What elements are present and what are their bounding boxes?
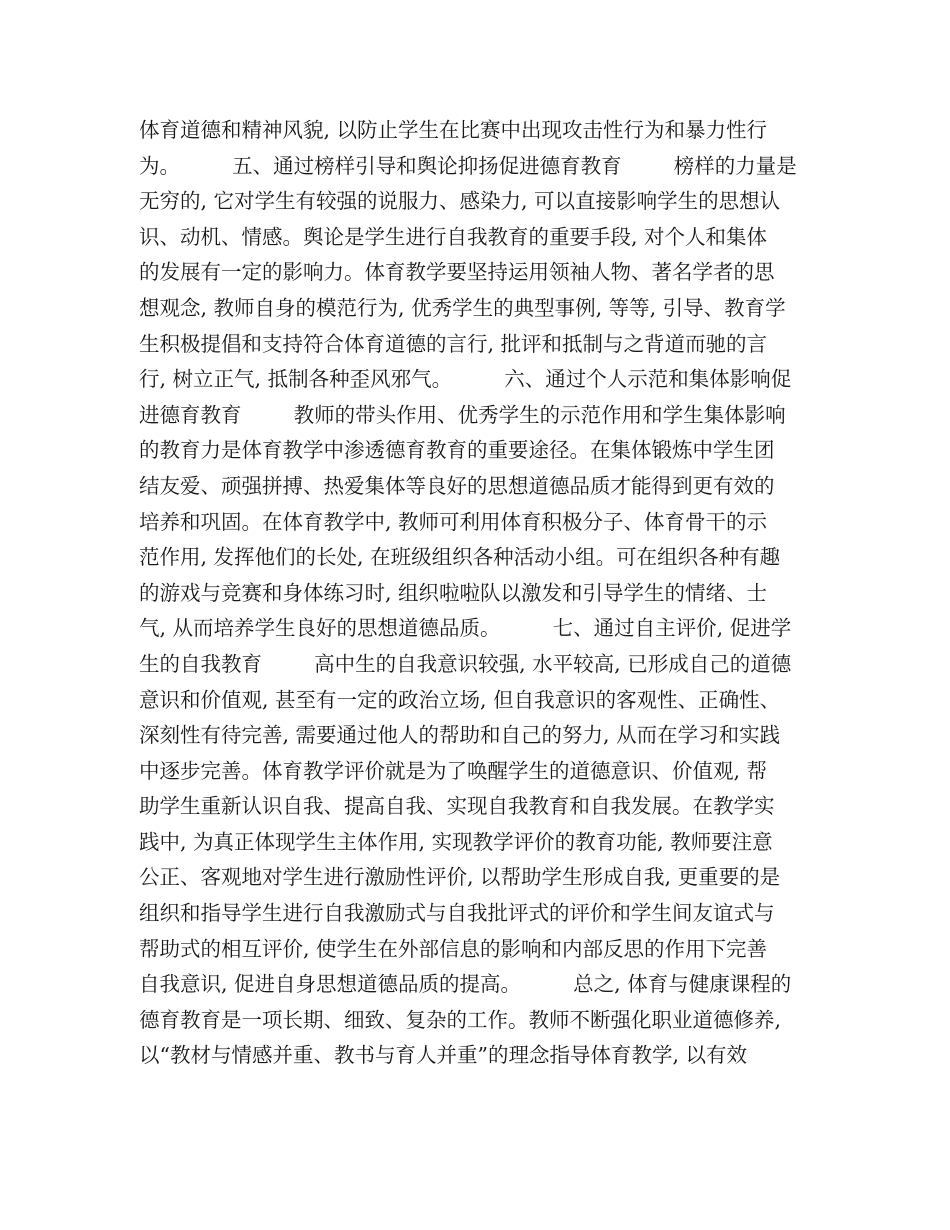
text-line: 以“教材与情感并重、教书与育人并重”的理念指导体育教学, 以有效 [139, 1043, 747, 1068]
body-text [139, 113, 819, 1074]
text-line: 生的自我教育 高中生的自我意识较强, 水平较高, 已形成自己的道德 [139, 651, 792, 676]
text-line: 生积极提倡和支持符合体育道德的言行, 批评和抵制与之背道而驰的言 [139, 331, 768, 356]
text-line: 中逐步完善。体育教学评价就是为了唤醒学生的道德意识、价值观, 帮 [139, 758, 768, 783]
text-line: 为。 五、通过榜样引导和舆论抑扬促进德育教育 榜样的力量是 [139, 153, 797, 178]
text-line: 进德育教育 教师的带头作用、优秀学生的示范作用和学生集体影响 [139, 402, 786, 427]
text-line: 公正、客观地对学生进行激励性评价, 以帮助学生形成自我, 更重要的是 [139, 865, 781, 890]
text-line: 培养和巩固。在体育教学中, 教师可利用体育积极分子、体育骨干的示 [139, 509, 768, 534]
text-line: 帮助式的相互评价, 使学生在外部信息的影响和内部反思的作用下完善 [139, 936, 768, 961]
text-line: 气, 从而培养学生良好的思想道德品质。 七、通过自主评价, 促进学 [139, 616, 792, 641]
text-line: 的教育力是体育教学中渗透德育教育的重要途径。在集体锻炼中学生团 [139, 438, 775, 463]
text-line: 的游戏与竞赛和身体练习时, 组织啦啦队以激发和引导学生的情绪、士 [139, 580, 768, 605]
text-line: 助学生重新认识自我、提高自我、实现自我教育和自我发展。在教学实 [139, 794, 775, 819]
text-line: 意识和价值观, 甚至有一定的政治立场, 但自我意识的客观性、正确性、 [139, 687, 781, 712]
text-line: 深刻性有待完善, 需要通过他人的帮助和自己的努力, 从而在学习和实践 [139, 723, 781, 748]
text-line: 想观念, 教师自身的模范行为, 优秀学生的典型事例, 等等, 引导、教育学 [139, 295, 786, 320]
text-line: 体育道德和精神风貌, 以防止学生在比赛中出现攻击性行为和暴力性行 [139, 118, 768, 142]
text-line: 无穷的, 它对学生有较强的说服力、感染力, 可以直接影响学生的思想认 [139, 189, 781, 214]
text-line: 结友爱、顽强拼搏、热爱集体等良好的思想道德品质才能得到更有效的 [139, 473, 775, 498]
text-line: 德育教育是一项长期、细致、复杂的工作。教师不断强化职业道德修养, [139, 1007, 782, 1032]
text-line: 践中, 为真正体现学生主体作用, 实现教学评价的教育功能, 教师要注意 [139, 829, 773, 854]
text-line: 组织和指导学生进行自我激励式与自我批评式的评价和学生间友谊式与 [139, 901, 775, 926]
text-line: 行, 树立正气, 抵制各种歪风邪气。 六、通过个人示范和集体影响促 [139, 367, 792, 392]
text-line: 自我意识, 促进自身思想道德品质的提高。 总之, 体育与健康课程的 [139, 972, 792, 997]
text-line: 的发展有一定的影响力。体育教学要坚持运用领袖人物、著名学者的思 [139, 260, 775, 285]
text-line: 范作用, 发挥他们的长处, 在班级组织各种活动小组。可在组织各种有趣 [139, 545, 781, 570]
text-line: 识、动机、情感。舆论是学生进行自我教育的重要手段, 对个人和集体 [139, 224, 768, 249]
